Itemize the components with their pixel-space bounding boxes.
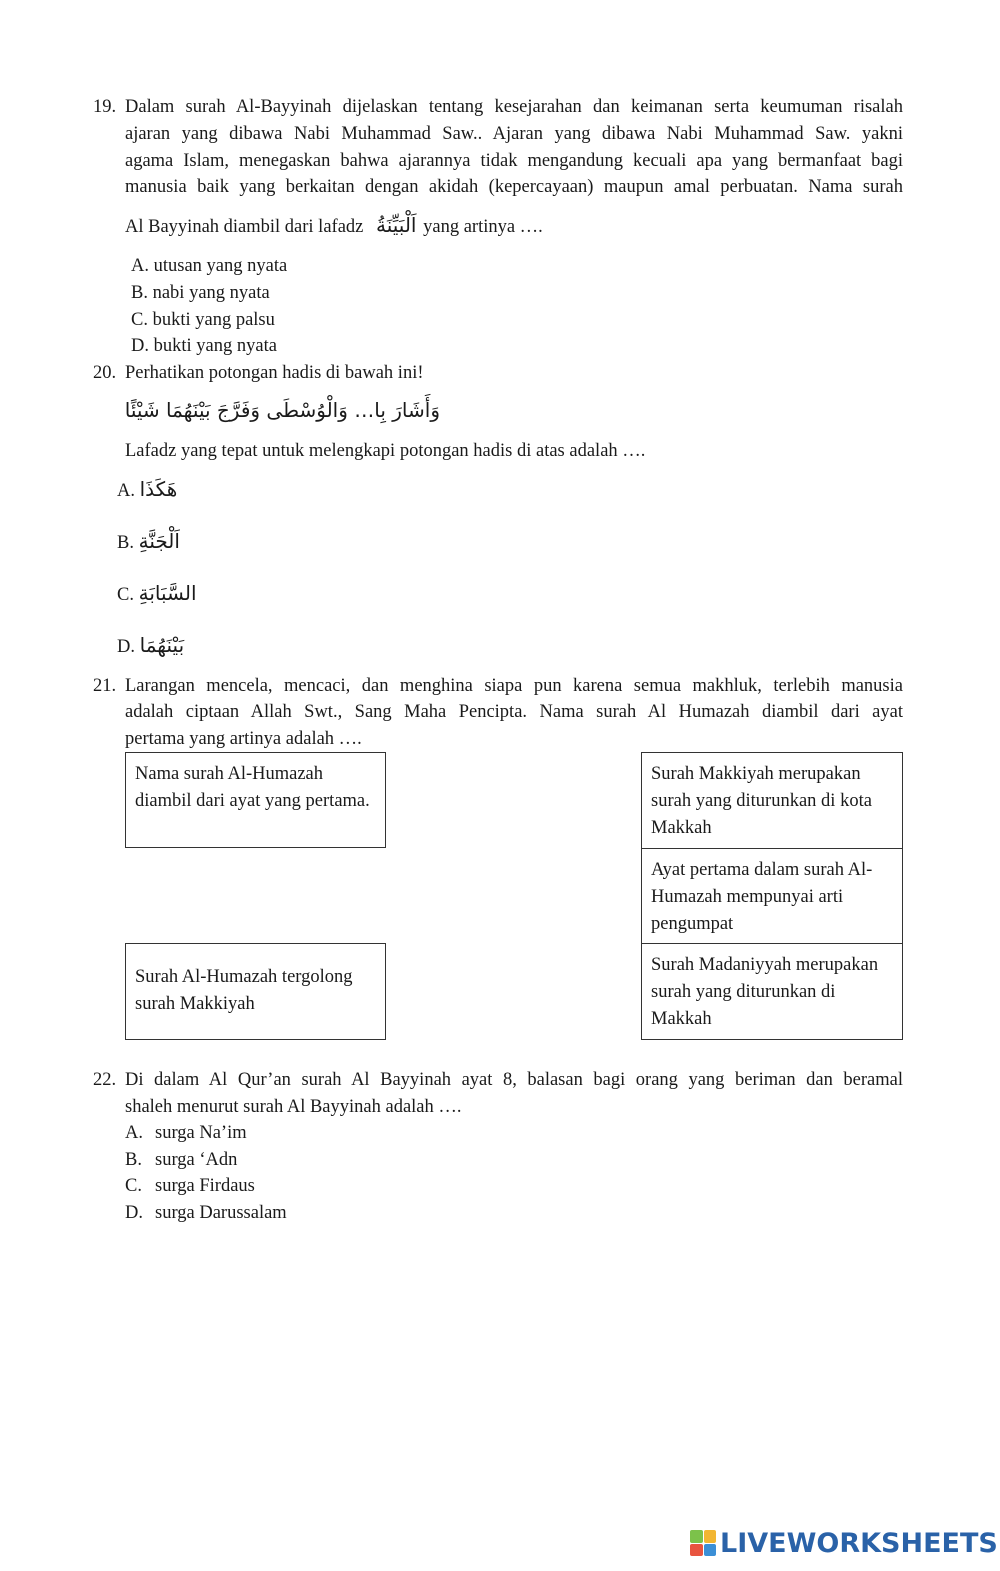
option-arabic: بَيْنَهُمَا (139, 633, 185, 657)
option-c[interactable] (131, 307, 275, 333)
question-text-line: Larangan mencela, mencaci, dan menghina siapa pun karena semua makhluk, terlebih manusia (125, 676, 903, 696)
question-prompt: Perhatikan potongan hadis di bawah ini! (125, 363, 424, 383)
option-text: surga Darussalam (155, 1203, 287, 1223)
question-number: 19. (93, 97, 117, 117)
option-letter: A. (125, 1123, 143, 1143)
question-text: Lafadz yang tepat untuk melengkapi potongan hadis di atas adalah …. (125, 441, 646, 461)
option-letter: A. (117, 481, 135, 501)
arabic-word: اَلْبَيِّنَةُ (376, 213, 417, 237)
option-d[interactable] (131, 333, 277, 359)
liveworksheets-logo (690, 1528, 998, 1558)
option-b[interactable] (125, 1147, 237, 1173)
question-text-line: shaleh menurut surah Al Bayyinah adalah …. (125, 1097, 462, 1117)
logo-square (690, 1544, 703, 1557)
option-arabic: هَكَذَا (139, 477, 178, 501)
option-letter: B. (117, 533, 134, 553)
question-text-line: agama Islam, menegaskan bahwa ajarannya tidak mengandung kecuali apa yang bermanfaat bagi (125, 151, 903, 171)
match-left-box-1[interactable]: Nama surah Al-Humazah diambil dari ayat yang pertama. (125, 752, 386, 848)
option-letter: D. (117, 637, 135, 657)
option-arabic: السَّبَابَةِ (138, 581, 197, 605)
option-letter: C. (117, 585, 134, 605)
option-b[interactable] (131, 280, 270, 306)
question-text-line: adalah ciptaan Allah Swt., Sang Maha Pencipta. Nama surah Al Humazah diambil dari ayat (125, 702, 903, 722)
question-text-line: manusia baik yang berkaitan dengan akidah (kepercayaan) maupun amal perbuatan. Nama surah (125, 177, 903, 197)
option-b[interactable] (117, 528, 180, 556)
question-text-line (125, 212, 543, 240)
match-right-box-2[interactable]: Ayat pertama dalam surah Al-Humazah mempunyai arti pengumpat (641, 848, 903, 944)
logo-mark-icon (690, 1530, 716, 1556)
option-text: utusan yang nyata (153, 256, 288, 276)
option-text: surga ‘Adn (155, 1150, 238, 1170)
question-text-line: pertama yang artinya adalah …. (125, 729, 362, 749)
option-d[interactable] (125, 1200, 287, 1226)
option-text: surga Na’im (155, 1123, 247, 1143)
option-letter: D. (125, 1203, 143, 1223)
question-text-line: Dalam surah Al-Bayyinah dijelaskan tentang kesejarahan dan keimanan serta keumuman risalah (125, 97, 903, 117)
logo-square (690, 1530, 703, 1543)
option-text: bukti yang nyata (153, 336, 277, 356)
option-letter: C. (131, 310, 148, 330)
logo-square (704, 1544, 717, 1557)
option-c[interactable] (117, 580, 197, 608)
question-number: 21. (93, 676, 117, 696)
option-text: bukti yang palsu (152, 310, 275, 330)
question-text-line: Di dalam Al Qur’an surah Al Bayyinah ayat 8, balasan bagi orang yang beriman dan beramal (125, 1070, 903, 1090)
logo-square (704, 1530, 717, 1543)
option-text: nabi yang nyata (152, 283, 270, 303)
question-text-line: ajaran yang dibawa Nabi Muhammad Saw.. Ajaran yang dibawa Nabi Muhammad Saw. yakni (125, 124, 903, 144)
match-right-box-3[interactable]: Surah Madaniyyah merupakan surah yang diturunkan di Makkah (641, 943, 903, 1040)
option-arabic: اَلْجَنَّةِ (138, 529, 180, 553)
match-left-box-2[interactable]: Surah Al-Humazah tergolong surah Makkiyah (125, 943, 386, 1040)
option-c[interactable] (125, 1173, 255, 1199)
option-text: surga Firdaus (155, 1176, 255, 1196)
option-letter: B. (131, 283, 148, 303)
logo-text: LIVEWORKSHEETS (720, 1527, 998, 1559)
option-letter: B. (125, 1150, 142, 1170)
option-a[interactable] (125, 1120, 247, 1146)
option-letter: C. (125, 1176, 142, 1196)
question-number: 22. (93, 1070, 117, 1090)
match-right-box-1[interactable]: Surah Makkiyah merupakan surah yang diturunkan di kota Makkah (641, 752, 903, 849)
option-a[interactable] (131, 253, 287, 279)
arabic-hadith: وَأَشَارَ بِا… وَالْوُسْطَى وَفَرَّجَ بَيْنَهُمَا شَيْئًا (124, 398, 440, 422)
option-letter: D. (131, 336, 149, 356)
option-d[interactable] (117, 632, 184, 660)
option-a[interactable] (117, 476, 177, 504)
question-number: 20. (93, 363, 117, 383)
question-text-after-arabic: yang artinya …. (423, 217, 543, 237)
question-text-before-arabic: Al Bayyinah diambil dari lafadz (125, 217, 364, 237)
option-letter: A. (131, 256, 149, 276)
